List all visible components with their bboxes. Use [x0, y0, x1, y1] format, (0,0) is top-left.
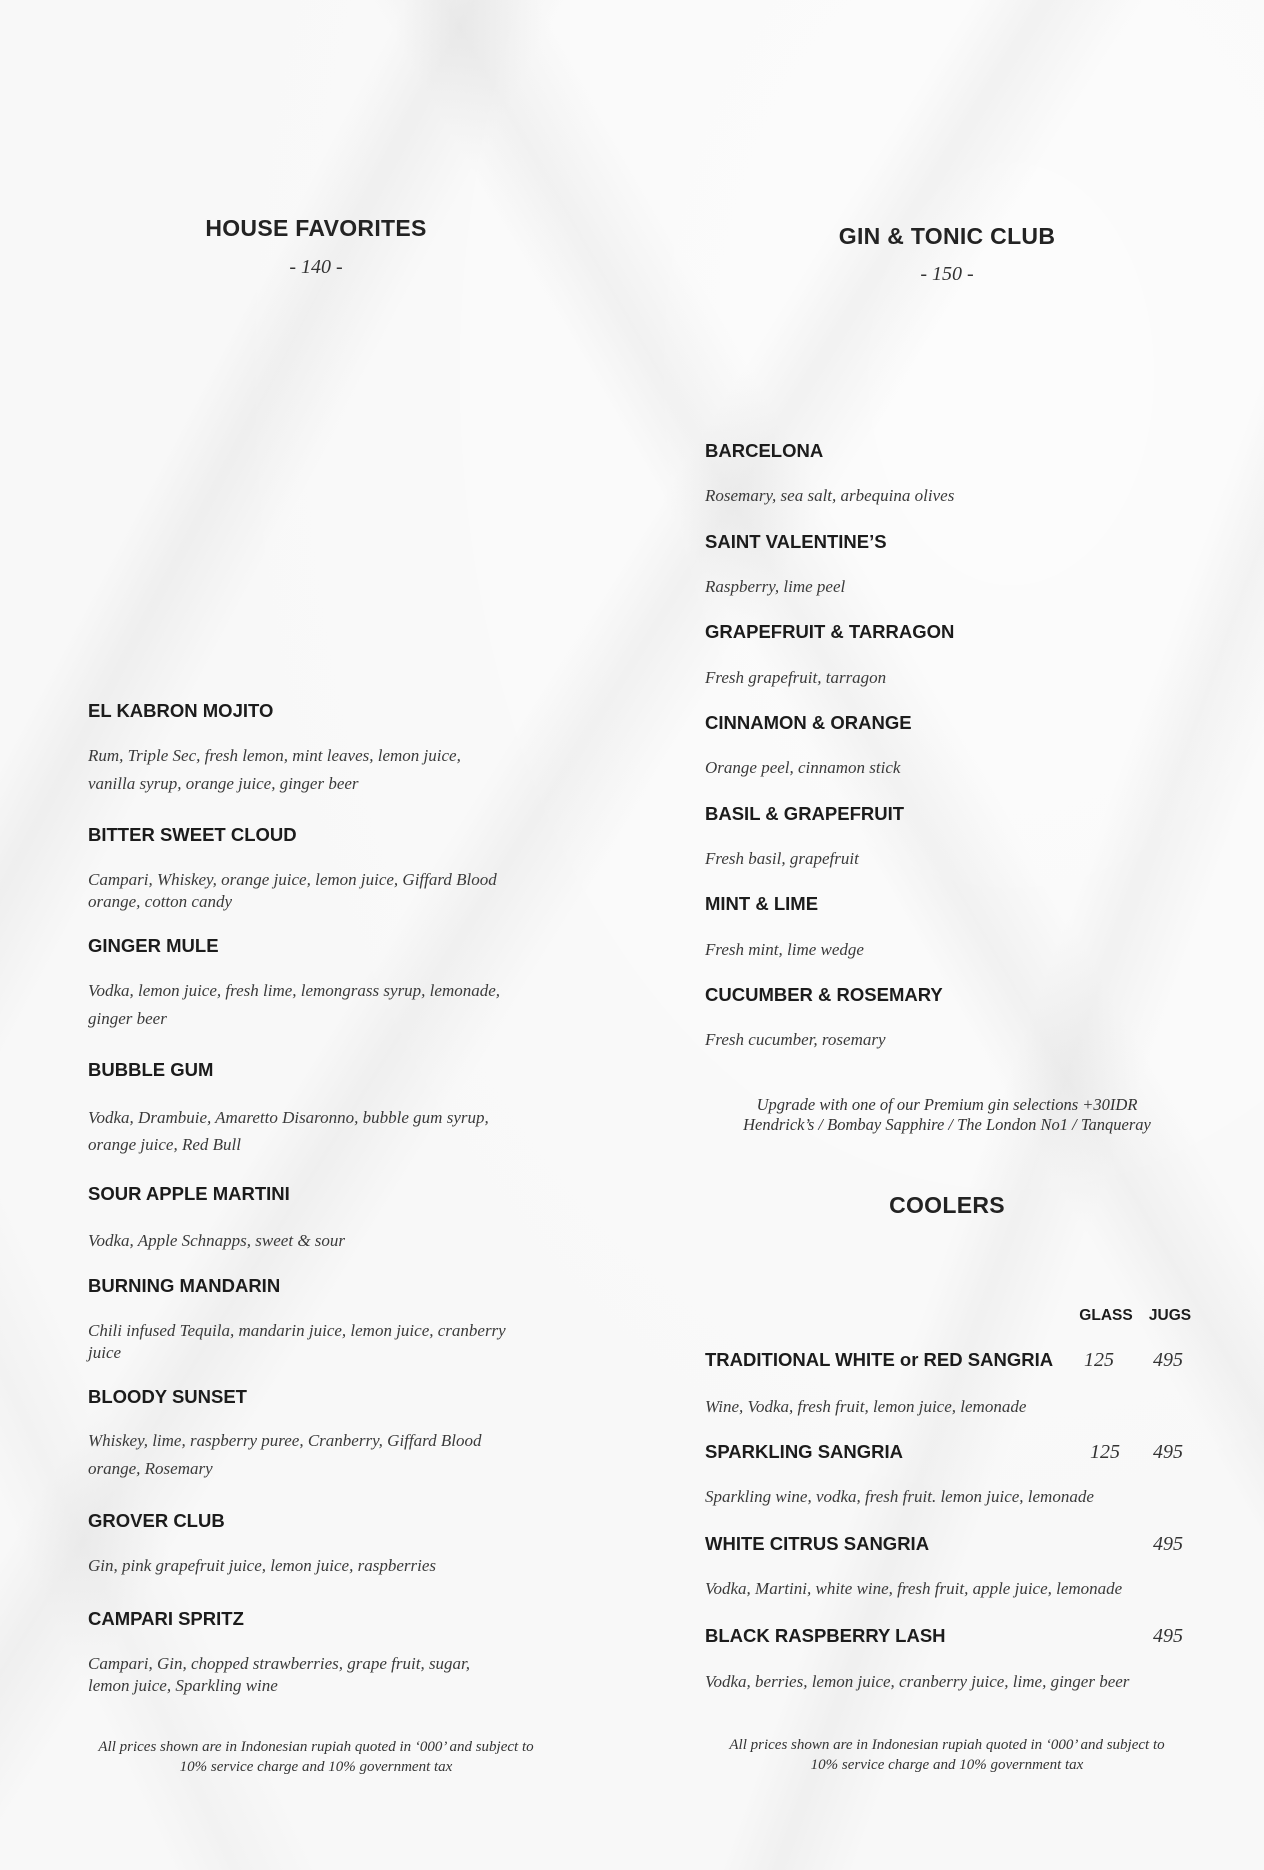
house-favorites-price: - 140 - [289, 256, 343, 278]
menu-item-description: Whiskey, lime, raspberry puree, Cranberry, Giffard Blood orange, Rosemary [88, 1431, 482, 1478]
cooler-item-description: Wine, Vodka, fresh fruit, lemon juice, lemonade [705, 1397, 1027, 1416]
menu-item-description: Fresh mint, lime wedge [705, 940, 864, 959]
jug-price: 495 [1153, 1533, 1183, 1555]
cooler-item-name: BLACK RASPBERRY LASH [705, 1625, 946, 1646]
menu-item-name: BLOODY SUNSET [88, 1386, 247, 1407]
premium-gin-upgrade-note: Upgrade with one of our Premium gin selections +30IDR Hendrick’s / Bombay Sapphire / The London No1 / Tanqueray [743, 1095, 1151, 1134]
menu-item-description: Rosemary, sea salt, arbequina olives [705, 486, 955, 505]
menu-item-name: CINNAMON & ORANGE [705, 712, 912, 733]
menu-item-description: Rum, Triple Sec, fresh lemon, mint leaves, lemon juice, vanilla syrup, orange juice, ginger beer [88, 746, 461, 793]
glass-column-header: GLASS [1079, 1307, 1133, 1324]
cooler-item-description: Vodka, berries, lemon juice, cranberry juice, lime, ginger beer [705, 1672, 1130, 1691]
menu-item-description: Fresh basil, grapefruit [705, 849, 859, 868]
house-favorites-title: HOUSE FAVORITES [205, 215, 427, 241]
menu-item-name: BASIL & GRAPEFRUIT [705, 803, 905, 824]
cooler-item-description: Sparkling wine, vodka, fresh fruit. lemon juice, lemonade [705, 1487, 1094, 1506]
menu-item-name: GRAPEFRUIT & TARRAGON [705, 621, 955, 642]
menu-item-name: BURNING MANDARIN [88, 1275, 281, 1296]
cooler-item-description: Vodka, Martini, white wine, fresh fruit, apple juice, lemonade [705, 1579, 1123, 1598]
price-disclaimer: All prices shown are in Indonesian rupiah quoted in ‘000’ and subject to 10% service charge and 10% government tax [98, 1739, 534, 1775]
menu-item-name: EL KABRON MOJITO [88, 700, 274, 721]
menu-item-description: Campari, Gin, chopped strawberries, grape fruit, sugar, lemon juice, Sparkling wine [88, 1654, 471, 1695]
menu-item-name: SOUR APPLE MARTINI [88, 1183, 290, 1204]
menu-item-name: BITTER SWEET CLOUD [88, 824, 297, 845]
jug-price: 495 [1153, 1349, 1183, 1371]
menu-item-name: MINT & LIME [705, 893, 819, 914]
menu-item-name: BUBBLE GUM [88, 1059, 214, 1080]
menu-item-name: GINGER MULE [88, 935, 219, 956]
menu-item-name: GROVER CLUB [88, 1510, 225, 1531]
coolers-title: COOLERS [889, 1192, 1005, 1218]
menu-item-description: Campari, Whiskey, orange juice, lemon juice, Giffard Blood orange, cotton candy [88, 870, 497, 911]
cooler-item-name: SPARKLING SANGRIA [705, 1441, 904, 1462]
menu-item-name: CUCUMBER & ROSEMARY [705, 984, 943, 1005]
cooler-item-name: WHITE CITRUS SANGRIA [705, 1533, 930, 1554]
cooler-item-name: TRADITIONAL WHITE or RED SANGRIA [705, 1349, 1054, 1370]
gin-tonic-club-price: - 150 - [920, 263, 974, 285]
menu-item-description: Vodka, Drambuie, Amaretto Disaronno, bubble gum syrup, orange juice, Red Bull [88, 1108, 489, 1154]
menu-item-description: Vodka, Apple Schnapps, sweet & sour [88, 1231, 346, 1250]
menu-item-description: Fresh cucumber, rosemary [705, 1030, 886, 1049]
menu-item-description: Gin, pink grapefruit juice, lemon juice, raspberries [88, 1556, 436, 1575]
menu-item-description: Chili infused Tequila, mandarin juice, lemon juice, cranberry juice [88, 1321, 506, 1362]
menu-item-description: Vodka, lemon juice, fresh lime, lemongrass syrup, lemonade, ginger beer [88, 981, 501, 1028]
menu-item-description: Fresh grapefruit, tarragon [705, 668, 887, 687]
menu-item-name: SAINT VALENTINE’S [705, 531, 887, 552]
jug-price: 495 [1153, 1441, 1183, 1463]
gin-tonic-club-title: GIN & TONIC CLUB [838, 223, 1056, 249]
jugs-column-header: JUGS [1148, 1307, 1192, 1324]
glass-price: 125 [1090, 1441, 1120, 1463]
menu-item-description: Orange peel, cinnamon stick [705, 758, 901, 777]
menu-item-name: BARCELONA [705, 440, 824, 461]
glass-price: 125 [1084, 1349, 1114, 1371]
menu-item-description: Raspberry, lime peel [705, 577, 846, 596]
price-disclaimer: All prices shown are in Indonesian rupiah quoted in ‘000’ and subject to 10% service charge and 10% government tax [729, 1737, 1165, 1773]
jug-price: 495 [1153, 1625, 1183, 1647]
menu-item-name: CAMPARI SPRITZ [88, 1608, 244, 1629]
